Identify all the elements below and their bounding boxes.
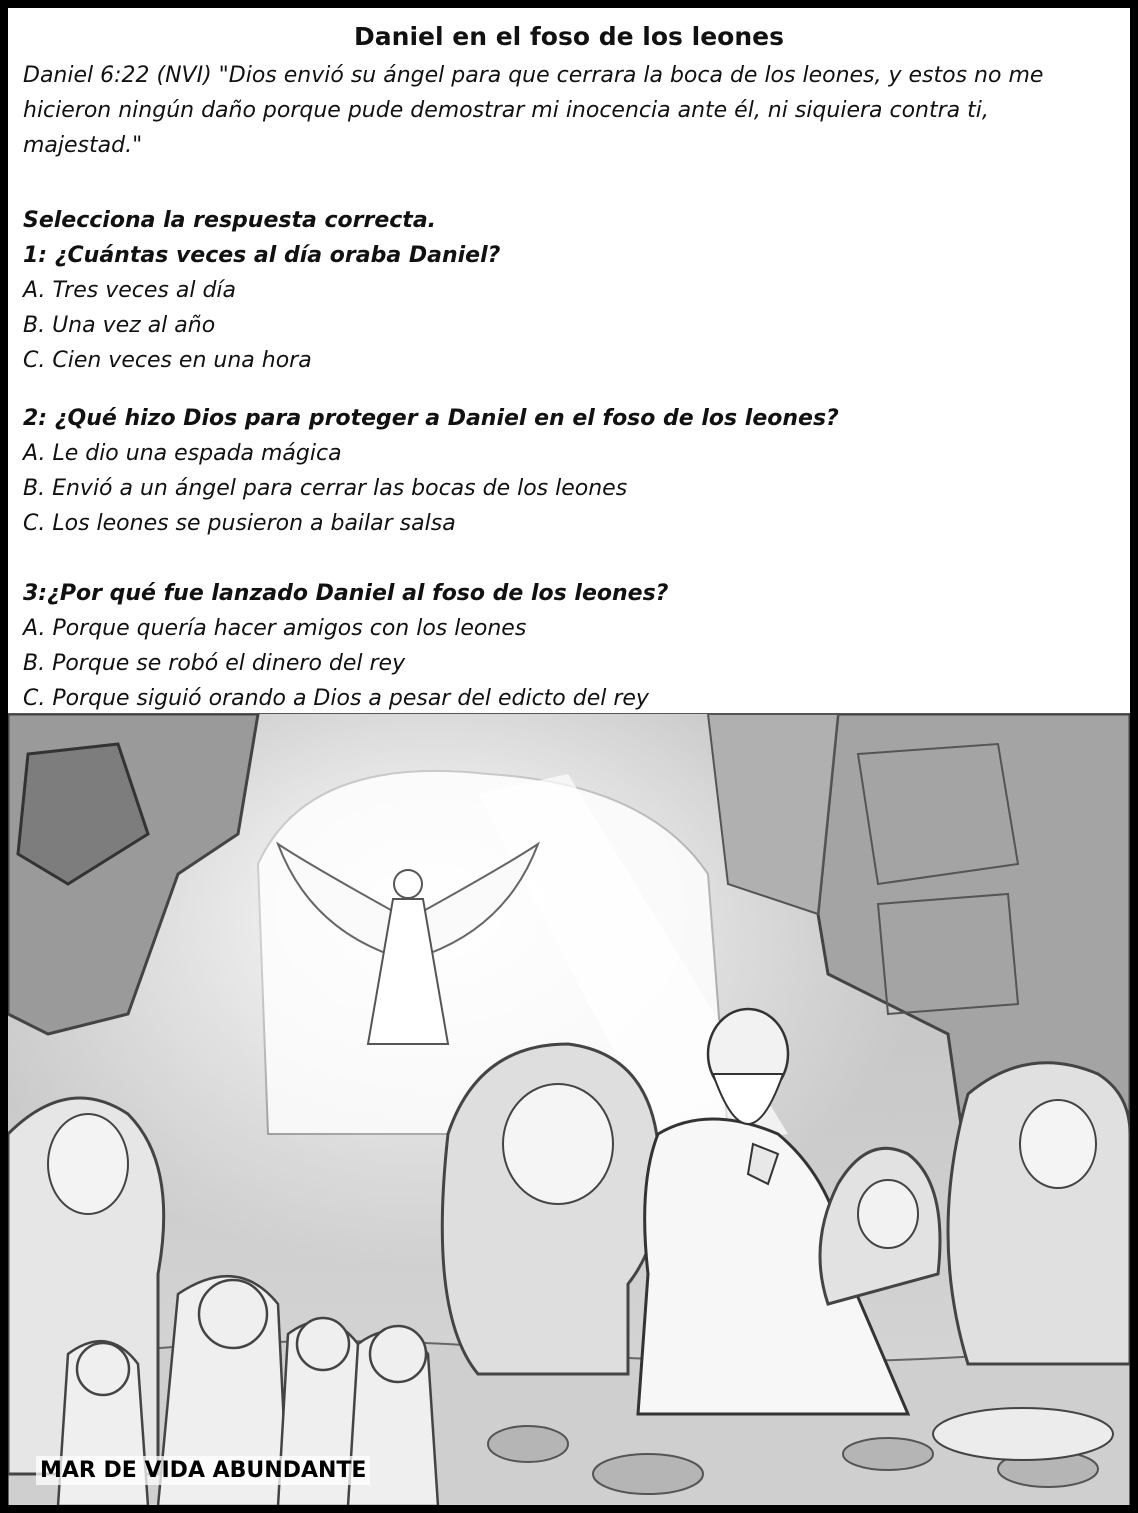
question-1-option-b: B. Una vez al año xyxy=(23,313,216,338)
rock-wall-top xyxy=(708,714,838,914)
question-3-option-c: C. Porque siguió orando a Dios a pesar del edicto del rey xyxy=(23,686,649,711)
question-1-option-c: C. Cien veces en una hora xyxy=(23,348,312,373)
page-title: Daniel en el foso de los leones xyxy=(354,22,784,51)
bible-verse: Daniel 6:22 (NVI) "Dios envió su ángel para que cerrara la boca de los leones, y estos no me hicieron ningún daño porque pude demostrar mi inocencia ante él, ni siquiera contra ti, majestad." xyxy=(23,63,1044,158)
question-1: 1: ¿Cuántas veces al día oraba Daniel? xyxy=(23,243,501,268)
question-2-option-b: B. Envió a un ángel para cerrar las bocas de los leones xyxy=(23,476,628,501)
question-3: 3:¿Por qué fue lanzado Daniel al foso de los leones? xyxy=(23,581,669,606)
question-2-option-a: A. Le dio una espada mágica xyxy=(23,441,342,466)
lions-den-illustration xyxy=(8,713,1130,1506)
instruction: Selecciona la respuesta correcta. xyxy=(23,208,437,233)
lion-center xyxy=(442,1044,660,1374)
question-3-option-a: A. Porque quería hacer amigos con los leones xyxy=(23,616,527,641)
worksheet-text-area xyxy=(8,8,1130,713)
brand-label: MAR DE VIDA ABUNDANTE xyxy=(36,1456,370,1485)
question-1-option-a: A. Tres veces al día xyxy=(23,278,236,303)
question-2: 2: ¿Qué hizo Dios para proteger a Daniel en el foso de los leones? xyxy=(23,406,839,431)
question-3-option-b: B. Porque se robó el dinero del rey xyxy=(23,651,406,676)
lions-den-scene xyxy=(8,714,1130,1506)
question-2-option-c: C. Los leones se pusieron a bailar salsa xyxy=(23,511,456,536)
